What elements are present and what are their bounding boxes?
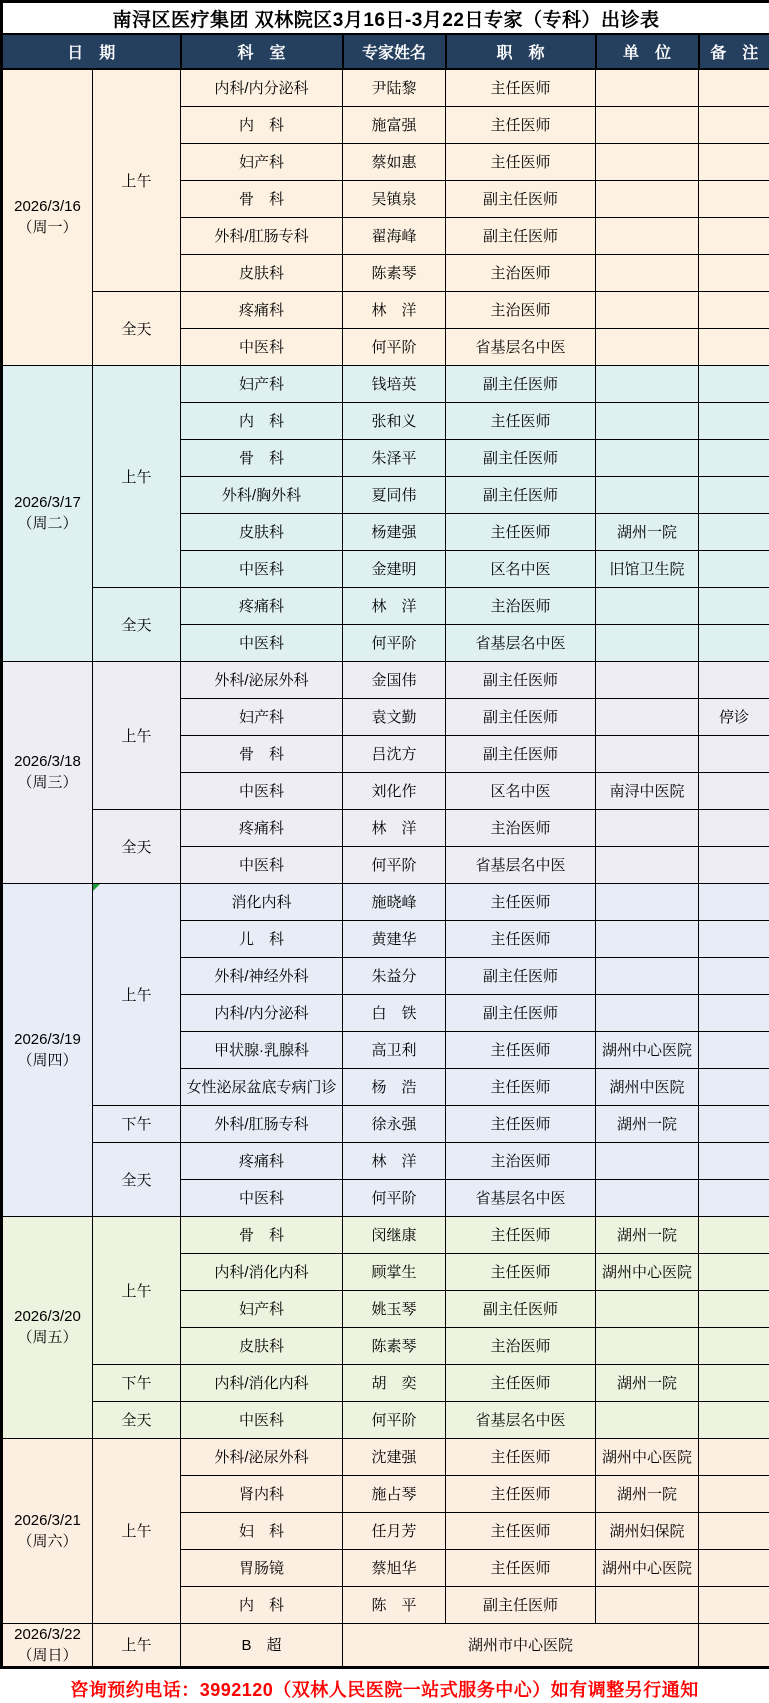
department-cell: 内科/内分泌科: [181, 994, 343, 1031]
unit-cell: [596, 661, 699, 698]
unit-cell: [596, 957, 699, 994]
job-title-cell: 主治医师: [446, 809, 596, 846]
job-title-cell: 主治医师: [446, 254, 596, 291]
unit-cell: 湖州一院: [596, 513, 699, 550]
job-title-cell: 主治医师: [446, 1327, 596, 1364]
unit-cell: [596, 624, 699, 661]
note-cell: [699, 1327, 769, 1364]
weekday-text: （周三）: [17, 774, 78, 791]
note-cell: [699, 1512, 769, 1549]
job-title-cell: 主治医师: [446, 1142, 596, 1179]
note-cell: [699, 69, 769, 106]
session-time-cell: 上午: [93, 365, 181, 587]
session-time-cell: 上午: [93, 69, 181, 291]
note-cell: 停诊: [699, 698, 769, 735]
note-cell: [699, 476, 769, 513]
note-cell: [699, 1216, 769, 1253]
department-cell: 内科/消化内科: [181, 1364, 343, 1401]
job-title-cell: 主任医师: [446, 1031, 596, 1068]
unit-cell: [596, 365, 699, 402]
doctor-name-cell: 金建明: [343, 550, 446, 587]
department-cell: 内科/消化内科: [181, 1253, 343, 1290]
doctor-name-cell: 胡 奕: [343, 1364, 446, 1401]
unit-cell: [596, 328, 699, 365]
doctor-name-cell: 姚玉琴: [343, 1290, 446, 1327]
doctor-name-cell: 顾掌生: [343, 1253, 446, 1290]
note-cell: [699, 1364, 769, 1401]
department-cell: 中医科: [181, 846, 343, 883]
department-cell: 妇产科: [181, 143, 343, 180]
date-text: 2026/3/18: [14, 753, 81, 770]
unit-cell: 湖州中心医院: [596, 1438, 699, 1475]
department-cell: 内科/内分泌科: [181, 69, 343, 106]
unit-cell: 湖州一院: [596, 1105, 699, 1142]
job-title-cell: 主任医师: [446, 1068, 596, 1105]
table-row: [2, 291, 769, 328]
job-title-cell: 省基层名中医: [446, 1179, 596, 1216]
date-text: 2026/3/19: [14, 1030, 81, 1048]
department-cell: 外科/肛肠专科: [181, 217, 343, 254]
unit-cell: [596, 476, 699, 513]
date-cell: [2, 1438, 93, 1623]
note-cell: [699, 1253, 769, 1290]
session-time-cell: 全天: [93, 291, 181, 365]
doctor-name-cell: 陈素琴: [343, 254, 446, 291]
doctor-name-cell: 何平阶: [343, 328, 446, 365]
department-cell: 疼痛科: [181, 1142, 343, 1179]
job-title-cell: 主任医师: [446, 883, 596, 920]
date-text: 2026/3/20: [14, 1308, 81, 1325]
unit-cell: [596, 291, 699, 328]
department-cell: 骨 科: [181, 180, 343, 217]
department-cell: 内 科: [181, 106, 343, 143]
session-time-cell: 全天: [93, 587, 181, 661]
column-header: 日 期: [2, 34, 181, 69]
department-cell: 消化内科: [181, 883, 343, 920]
unit-cell: [596, 106, 699, 143]
job-title-cell: 主任医师: [446, 513, 596, 550]
note-cell: [699, 143, 769, 180]
job-title-cell: 副主任医师: [446, 957, 596, 994]
job-title-cell: 副主任医师: [446, 217, 596, 254]
doctor-name-cell: 林 洋: [343, 809, 446, 846]
merged-unit-cell: 湖州市中心医院: [343, 1623, 699, 1667]
doctor-name-cell: 袁文勤: [343, 698, 446, 735]
department-cell: 骨 科: [181, 735, 343, 772]
job-title-cell: 主任医师: [446, 1105, 596, 1142]
doctor-name-cell: 闵继康: [343, 1216, 446, 1253]
doctor-name-cell: 钱培英: [343, 365, 446, 402]
note-cell: [699, 254, 769, 291]
doctor-name-cell: 任月芳: [343, 1512, 446, 1549]
table-row: [2, 809, 769, 846]
doctor-name-cell: 张和义: [343, 402, 446, 439]
doctor-name-cell: 杨建强: [343, 513, 446, 550]
note-cell: [699, 1105, 769, 1142]
job-title-cell: 省基层名中医: [446, 328, 596, 365]
note-cell: [699, 439, 769, 476]
department-cell: 中医科: [181, 328, 343, 365]
job-title-cell: 主任医师: [446, 1253, 596, 1290]
doctor-name-cell: 夏同伟: [343, 476, 446, 513]
note-cell: [699, 957, 769, 994]
table-row: [2, 1216, 769, 1253]
job-title-cell: 区名中医: [446, 550, 596, 587]
page-title: 南浔区医疗集团 双林院区3月16日-3月22日专家（专科）出诊表: [2, 2, 769, 35]
unit-cell: [596, 846, 699, 883]
table-row: [2, 1364, 769, 1401]
footer-notice: 咨询预约电话：3992120（双林人民医院一站式服务中心）如有调整另行通知: [70, 1679, 699, 1700]
department-cell: 甲状腺·乳腺科: [181, 1031, 343, 1068]
job-title-cell: 副主任医师: [446, 1586, 596, 1623]
department-cell: 外科/胸外科: [181, 476, 343, 513]
doctor-name-cell: 白 铁: [343, 994, 446, 1031]
note-cell: [699, 772, 769, 809]
session-time-cell: 下午: [93, 1105, 181, 1142]
department-cell: 外科/肛肠专科: [181, 1105, 343, 1142]
note-cell: [699, 365, 769, 402]
doctor-name-cell: 何平阶: [343, 1401, 446, 1438]
unit-cell: [596, 402, 699, 439]
session-time-cell: 上午: [93, 1438, 181, 1623]
job-title-cell: 主治医师: [446, 587, 596, 624]
unit-cell: 旧馆卫生院: [596, 550, 699, 587]
unit-cell: [596, 217, 699, 254]
job-title-cell: 副主任医师: [446, 735, 596, 772]
table-row: [2, 661, 769, 698]
unit-cell: 湖州中心医院: [596, 1549, 699, 1586]
unit-cell: [596, 920, 699, 957]
session-time-cell: 上午: [93, 1623, 181, 1667]
unit-cell: [596, 180, 699, 217]
job-title-cell: 副主任医师: [446, 180, 596, 217]
note-cell: [699, 624, 769, 661]
date-cell: [2, 661, 93, 883]
job-title-cell: 副主任医师: [446, 698, 596, 735]
unit-cell: 湖州一院: [596, 1475, 699, 1512]
job-title-cell: 副主任医师: [446, 365, 596, 402]
department-cell: 外科/神经外科: [181, 957, 343, 994]
session-time-cell: 上午: [93, 661, 181, 809]
date-text: 2026/3/22: [14, 1625, 81, 1643]
unit-cell: [596, 69, 699, 106]
table-header-row: [2, 34, 769, 69]
job-title-cell: 主任医师: [446, 1475, 596, 1512]
department-cell: 中医科: [181, 1401, 343, 1438]
note-cell: [699, 291, 769, 328]
unit-cell: [596, 1290, 699, 1327]
date-text: 2026/3/17: [14, 494, 81, 511]
doctor-name-cell: 沈建强: [343, 1438, 446, 1475]
unit-cell: [596, 698, 699, 735]
doctor-name-cell: 翟海峰: [343, 217, 446, 254]
unit-cell: 湖州中心医院: [596, 1031, 699, 1068]
unit-cell: [596, 809, 699, 846]
doctor-name-cell: 陈 平: [343, 1586, 446, 1623]
doctor-name-cell: 何平阶: [343, 846, 446, 883]
column-header: 职 称: [446, 34, 596, 69]
doctor-name-cell: 林 洋: [343, 1142, 446, 1179]
table-row: [2, 1623, 769, 1667]
department-cell: 女性泌尿盆底专病门诊: [181, 1068, 343, 1105]
department-cell: B 超: [181, 1623, 343, 1667]
table-row: [2, 883, 769, 920]
job-title-cell: 主任医师: [446, 1512, 596, 1549]
unit-cell: [596, 439, 699, 476]
note-cell: [699, 920, 769, 957]
doctor-name-cell: 高卫利: [343, 1031, 446, 1068]
doctor-name-cell: 施占琴: [343, 1475, 446, 1512]
doctor-name-cell: 蔡旭华: [343, 1549, 446, 1586]
department-cell: 儿 科: [181, 920, 343, 957]
job-title-cell: 省基层名中医: [446, 846, 596, 883]
unit-cell: [596, 587, 699, 624]
weekday-text: （周一）: [17, 219, 78, 237]
department-cell: 妇产科: [181, 1290, 343, 1327]
job-title-cell: 区名中医: [446, 772, 596, 809]
column-header: 备 注: [699, 34, 769, 69]
doctor-name-cell: 林 洋: [343, 291, 446, 328]
unit-cell: 湖州妇保院: [596, 1512, 699, 1549]
department-cell: 中医科: [181, 1179, 343, 1216]
note-cell: [699, 1068, 769, 1105]
column-header: 专家姓名: [343, 34, 446, 69]
date-cell: [2, 69, 93, 365]
department-cell: 骨 科: [181, 439, 343, 476]
job-title-cell: 副主任医师: [446, 476, 596, 513]
table-row: [2, 1105, 769, 1142]
weekday-text: （周四）: [17, 1051, 78, 1069]
unit-cell: 南浔中医院: [596, 772, 699, 809]
doctor-name-cell: 吕沈方: [343, 735, 446, 772]
department-cell: 妇产科: [181, 365, 343, 402]
note-cell: [699, 1438, 769, 1475]
job-title-cell: 主任医师: [446, 106, 596, 143]
note-cell: [699, 809, 769, 846]
doctor-name-cell: 黄建华: [343, 920, 446, 957]
note-cell: [699, 513, 769, 550]
department-cell: 疼痛科: [181, 809, 343, 846]
note-cell: [699, 106, 769, 143]
doctor-name-cell: 何平阶: [343, 1179, 446, 1216]
job-title-cell: 主任医师: [446, 1549, 596, 1586]
job-title-cell: 主任医师: [446, 1364, 596, 1401]
doctor-name-cell: 朱泽平: [343, 439, 446, 476]
job-title-cell: 省基层名中医: [446, 1401, 596, 1438]
job-title-cell: 主任医师: [446, 1438, 596, 1475]
unit-cell: 湖州一院: [596, 1364, 699, 1401]
note-cell: [699, 1586, 769, 1623]
doctor-name-cell: 刘化作: [343, 772, 446, 809]
doctor-name-cell: 吴镇泉: [343, 180, 446, 217]
job-title-cell: 副主任医师: [446, 661, 596, 698]
job-title-cell: 主任医师: [446, 402, 596, 439]
unit-cell: 湖州中医院: [596, 1068, 699, 1105]
job-title-cell: 省基层名中医: [446, 624, 596, 661]
department-cell: 内 科: [181, 402, 343, 439]
doctor-name-cell: 金国伟: [343, 661, 446, 698]
note-cell: [699, 735, 769, 772]
unit-cell: [596, 254, 699, 291]
note-cell: [699, 1031, 769, 1068]
department-cell: 皮肤科: [181, 254, 343, 291]
department-cell: 中医科: [181, 772, 343, 809]
doctor-name-cell: 尹陆黎: [343, 69, 446, 106]
doctor-name-cell: 陈素琴: [343, 1327, 446, 1364]
date-text: 2026/3/16: [14, 198, 81, 216]
table-row: [2, 1438, 769, 1475]
job-title-cell: 主治医师: [446, 291, 596, 328]
date-cell: [2, 365, 93, 661]
department-cell: 胃肠镜: [181, 1549, 343, 1586]
note-cell: [699, 661, 769, 698]
department-cell: 皮肤科: [181, 1327, 343, 1364]
doctor-name-cell: 徐永强: [343, 1105, 446, 1142]
weekday-text: （周二）: [17, 515, 78, 532]
department-cell: 肾内科: [181, 1475, 343, 1512]
unit-cell: [596, 994, 699, 1031]
weekday-text: （周六）: [17, 1532, 78, 1550]
note-cell: [699, 1179, 769, 1216]
session-time-cell: 全天: [93, 1142, 181, 1216]
doctor-name-cell: 何平阶: [343, 624, 446, 661]
unit-cell: [596, 1142, 699, 1179]
table-row: [2, 1401, 769, 1438]
department-cell: 疼痛科: [181, 291, 343, 328]
column-header: 科 室: [181, 34, 343, 69]
department-cell: 内 科: [181, 1586, 343, 1623]
unit-cell: 湖州一院: [596, 1216, 699, 1253]
department-cell: 外科/泌尿外科: [181, 661, 343, 698]
date-text: 2026/3/21: [14, 1511, 81, 1529]
doctor-name-cell: 蔡如惠: [343, 143, 446, 180]
unit-cell: [596, 735, 699, 772]
unit-cell: [596, 1327, 699, 1364]
note-cell: [699, 1142, 769, 1179]
note-cell: [699, 1549, 769, 1586]
note-cell: [699, 550, 769, 587]
note-cell: [699, 587, 769, 624]
doctor-name-cell: 林 洋: [343, 587, 446, 624]
unit-cell: [596, 1179, 699, 1216]
title-row: [2, 2, 769, 35]
cell-comment-marker: [93, 884, 100, 891]
note-cell: [699, 1401, 769, 1438]
weekday-text: （周五）: [17, 1329, 78, 1346]
date-cell: [2, 883, 93, 1216]
doctor-name-cell: 施富强: [343, 106, 446, 143]
job-title-cell: 主任医师: [446, 1216, 596, 1253]
table-row: [2, 587, 769, 624]
note-cell: [699, 1623, 769, 1667]
note-cell: [699, 846, 769, 883]
job-title-cell: 副主任医师: [446, 994, 596, 1031]
doctor-name-cell: 朱益分: [343, 957, 446, 994]
column-header: 单 位: [596, 34, 699, 69]
session-time-cell: 下午: [93, 1364, 181, 1401]
department-cell: 骨 科: [181, 1216, 343, 1253]
table-row: [2, 69, 769, 106]
job-title-cell: 副主任医师: [446, 439, 596, 476]
note-cell: [699, 994, 769, 1031]
schedule-table-body: [2, 69, 769, 1667]
doctor-name-cell: 杨 浩: [343, 1068, 446, 1105]
department-cell: 妇产科: [181, 698, 343, 735]
session-time-cell: 全天: [93, 1401, 181, 1438]
session-time-cell: 全天: [93, 809, 181, 883]
date-cell: [2, 1623, 93, 1667]
job-title-cell: 主任医师: [446, 920, 596, 957]
unit-cell: [596, 1401, 699, 1438]
date-cell: [2, 1216, 93, 1438]
table-row: [2, 1142, 769, 1179]
department-cell: 外科/泌尿外科: [181, 1438, 343, 1475]
note-cell: [699, 1290, 769, 1327]
session-time-cell: 上午: [93, 883, 181, 1105]
session-time-cell: 上午: [93, 1216, 181, 1364]
note-cell: [699, 402, 769, 439]
unit-cell: [596, 143, 699, 180]
department-cell: 中医科: [181, 550, 343, 587]
job-title-cell: 副主任医师: [446, 1290, 596, 1327]
unit-cell: 湖州中心医院: [596, 1253, 699, 1290]
job-title-cell: 主任医师: [446, 143, 596, 180]
note-cell: [699, 180, 769, 217]
department-cell: 疼痛科: [181, 587, 343, 624]
department-cell: 中医科: [181, 624, 343, 661]
note-cell: [699, 328, 769, 365]
note-cell: [699, 1475, 769, 1512]
weekday-text: （周日）: [17, 1646, 78, 1664]
job-title-cell: 主任医师: [446, 69, 596, 106]
note-cell: [699, 217, 769, 254]
unit-cell: [596, 1586, 699, 1623]
note-cell: [699, 883, 769, 920]
doctor-name-cell: 施晓峰: [343, 883, 446, 920]
department-cell: 皮肤科: [181, 513, 343, 550]
table-row: [2, 365, 769, 402]
unit-cell: [596, 883, 699, 920]
department-cell: 妇 科: [181, 1512, 343, 1549]
